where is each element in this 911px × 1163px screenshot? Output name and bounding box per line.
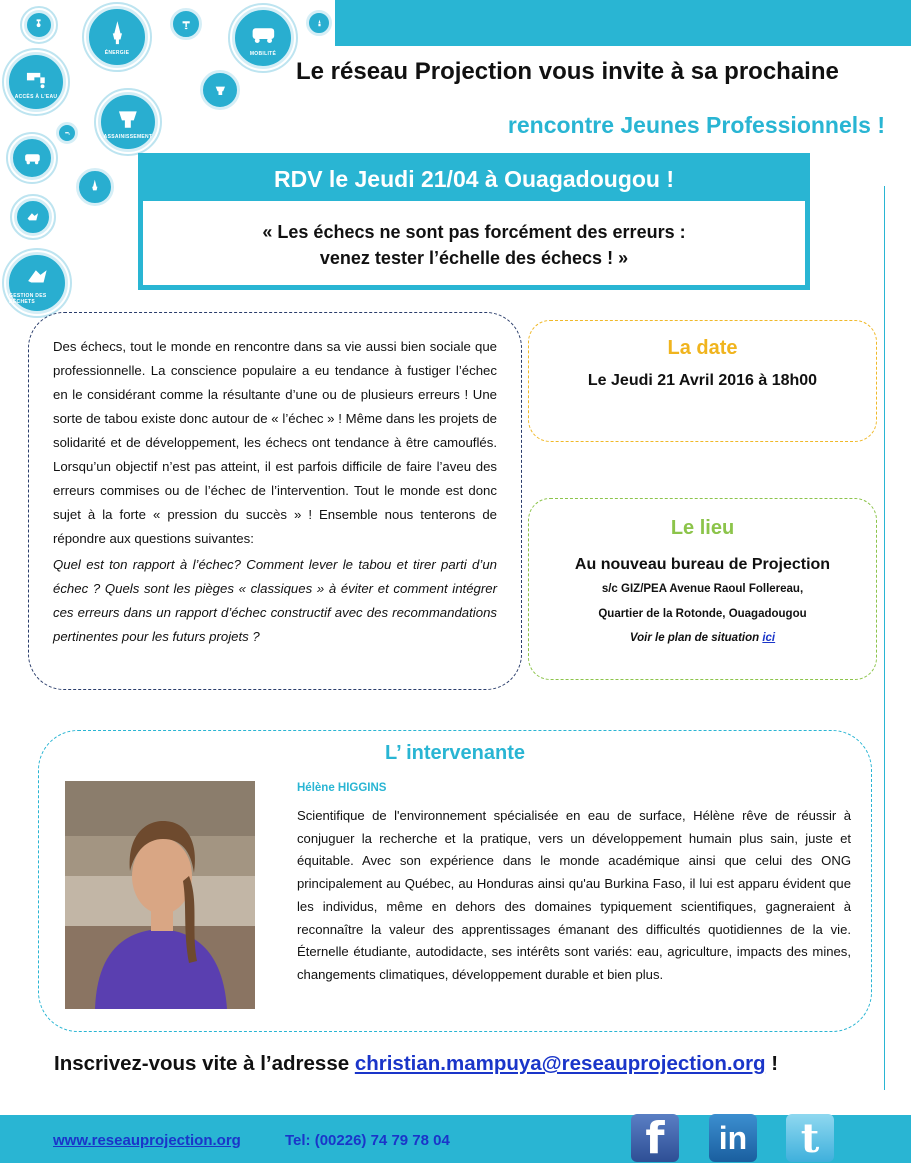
description-questions: Quel est ton rapport à l’échec? Comment lever le tabou et tirer parti d’un échec ? Quels sont les pièges « classiques » à éviter et comment intégrer ces erreurs dans un rapport d’échec constructif avec des recommandations pertinentes pour les futurs projets ? [53, 557, 497, 644]
lieu-plan [529, 632, 876, 644]
energie-mini-icon [306, 10, 332, 36]
rdv-box [138, 153, 810, 290]
lieu-plan-text: Voir le plan de situation [629, 632, 763, 644]
right-rule [884, 186, 885, 1090]
inscription-email-link[interactable]: christian.mampuya@reseauprojection.org [354, 1052, 766, 1075]
water-mini-icon [56, 122, 78, 144]
lieu-address-2: Quartier de la Rotonde, Ouagadougou [598, 608, 807, 620]
footer [0, 1112, 911, 1163]
intervenante-box [38, 730, 872, 1032]
acces-eau-icon: ACCÈS À L'EAU [6, 52, 66, 112]
date-box [528, 320, 877, 442]
lieu-main: Au nouveau bureau de Projection [574, 556, 831, 573]
jeunes-heading: rencontre Jeunes Professionnels ! [507, 112, 885, 138]
gestion-dechets-small-icon [14, 198, 52, 236]
invite-heading: Le réseau Projection vous invite à sa prochaine [296, 58, 839, 85]
rdv-title: RDV le Jeudi 21/04 à Ouagadougou ! [143, 158, 805, 201]
intervenante-name: Hélène HIGGINS [297, 782, 387, 794]
rdv-quote-line-1: « Les échecs ne sont pas forcément des erreurs : [262, 222, 686, 242]
rdv-quote-line-2: venez tester l’échelle des échecs ! » [319, 248, 629, 268]
gestion-dechets-icon: GESTION DES DÉCHETS [6, 252, 68, 314]
website-link[interactable]: www.reseauprojection.org [53, 1132, 241, 1149]
inscription-prefix: Inscrivez-vous vite à l’adresse [54, 1052, 355, 1075]
intervenante-bio: Scientifique de l'environnement spécialisée en eau de surface, Hélène rêve de réussir à conjuguer la recherche et la pratique, vers un développement humain plus sain, juste et équitable. Avec son expérience dans le monde académique ainsi que celui des ONG principalement au Québec, au Honduras ainsi qu'au Burkina Faso, il lui est apparu évident que les individus, même en dehors des domaines typiquement scientifiques, gagneraient à reconnaître la valeur des apprentissages émanant des difficultés quotidiennes de la vie. Éternelle étudiante, autodidacte, ses intérêts sont variés: eau, agriculture, impacts des mines, changements climatiques, développement durable et bien plus. [297, 808, 851, 982]
intervenante-photo [65, 781, 255, 1009]
inscription-suffix: ! [765, 1052, 779, 1075]
inscription-line [54, 1052, 778, 1076]
assainissement-icon: ASSAINISSEMENT [98, 92, 158, 152]
intervenante-title: L’ intervenante [384, 742, 526, 764]
mobilite-icon: MOBILITÉ [232, 7, 294, 69]
lieu-address-1: s/c GIZ/PEA Avenue Raoul Follereau, [601, 583, 804, 595]
twitter-icon[interactable]: t [786, 1114, 834, 1162]
rdv-quote [143, 201, 805, 271]
lieu-title: Le lieu [670, 517, 735, 539]
description-paragraph: Des échecs, tout le monde en rencontre dans sa vie aussi bien sociale que professionnelle. La conscience populaire a eu tendance à fustiger l’échec en le considérant comme la résultante d’une ou de plusieurs erreurs ! Une sorte de tabou existe donc autour de « l’échec » ! Même dans les projets de solidarité et de développement, les échecs ont tendance à être camouflés. Lorsqu’un objectif n’est pas atteint, il est parfois difficile de faire l’aveu des erreurs commises ou de l’échec de l’intervention. Tout le monde est donc sujet à la forte « pression du succès » ! Ensemble nous tenterons de répondre aux questions suivantes: [53, 339, 497, 546]
date-title: La date [667, 337, 738, 359]
acces-eau-mini-icon [170, 8, 202, 40]
plan-link[interactable]: ici [762, 632, 776, 644]
facebook-icon[interactable]: f [631, 1114, 679, 1162]
phone-number: Tel: (00226) 74 79 78 04 [285, 1132, 450, 1149]
description-box [28, 312, 522, 690]
mobilite-small-icon [10, 136, 54, 180]
acces-eau-small-icon [24, 10, 54, 40]
energie-small-icon [76, 168, 114, 206]
linkedin-icon[interactable]: in [709, 1114, 757, 1162]
top-banner [335, 0, 911, 46]
energie-icon: ÉNERGIE [86, 6, 148, 68]
lieu-box [528, 498, 877, 680]
assainissement-mini-icon [200, 70, 240, 110]
date-text: Le Jeudi 21 Avril 2016 à 18h00 [587, 372, 818, 389]
